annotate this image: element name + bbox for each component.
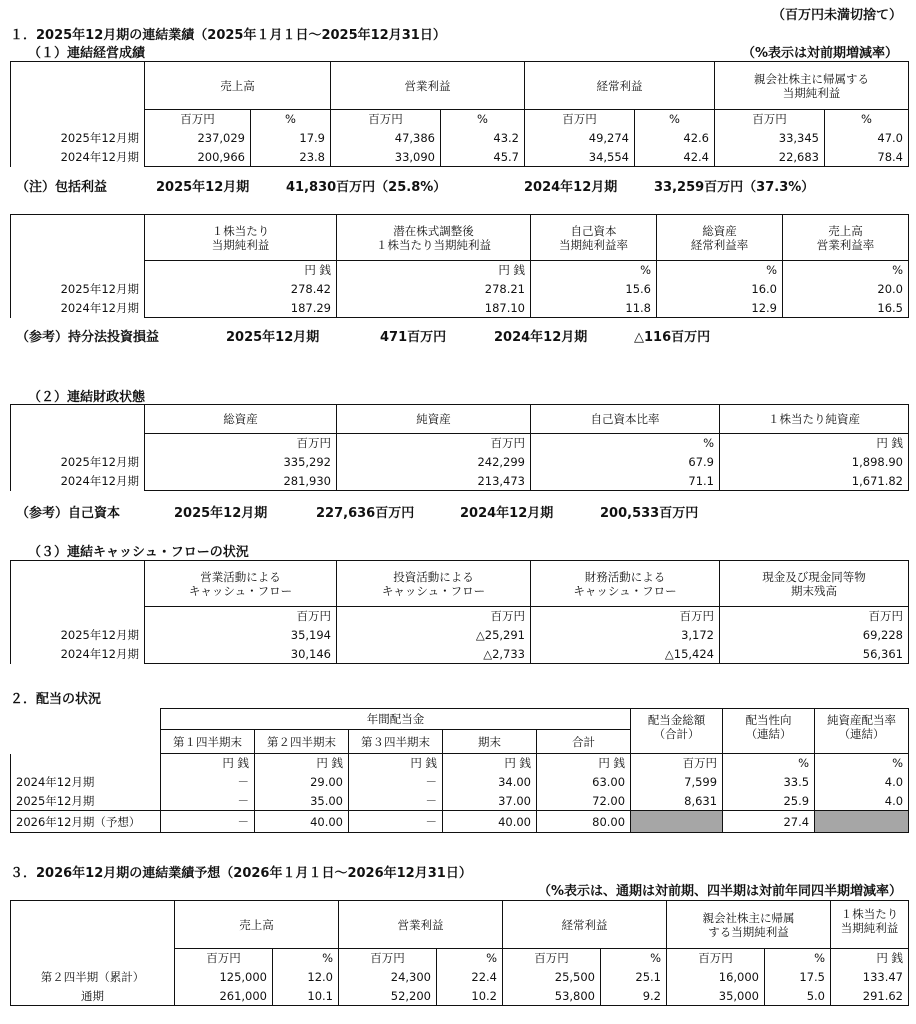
comprehensive-income-note: （注）包括利益 2025年12月期 41,830百万円（25.8%） 2024年12月期 33,259百万円（37.3%）: [16, 180, 815, 195]
unit-cell: %: [815, 754, 909, 773]
header-year-end: 期末: [443, 730, 537, 754]
header-equity-ratio: 自己資本比率: [531, 405, 720, 434]
row-label: 2025年12月期: [11, 792, 161, 811]
unit-cell: 百万円: [145, 434, 337, 453]
unit-cell: 円 銭: [443, 754, 537, 773]
header-investing-cf: 投資活動による キャッシュ・フロー: [337, 561, 531, 607]
per-share-ratio-table: [10, 214, 909, 318]
unit-cell: %: [657, 261, 783, 280]
unit-cell: %: [531, 261, 657, 280]
row-label: 第２四半期（累計）: [11, 968, 175, 987]
table-row: 2024年12月期 200,966 23.8 33,090 45.7 34,554 42.4 22,683 78.4: [11, 148, 909, 167]
equity-method-note: （参考）持分法投資損益 2025年12月期 471百万円 2024年12月期 △116百万円: [16, 330, 711, 345]
row-label: 2025年12月期: [11, 453, 145, 472]
unit-cell: 百万円: [715, 110, 825, 129]
dividend-table: [10, 708, 909, 833]
operating-results-table: [10, 61, 909, 167]
shaded-cell: [631, 811, 723, 833]
unit-cell: 百万円: [531, 607, 720, 626]
header-net-income: 親会社株主に帰属する 当期純利益: [715, 62, 909, 110]
unit-cell: 円 銭: [349, 754, 443, 773]
header-total: 合計: [537, 730, 631, 754]
row-label: 2024年12月期: [11, 645, 145, 664]
unit-cell: 百万円: [337, 434, 531, 453]
unit-cell: 円 銭: [337, 261, 531, 280]
table-row: 2025年12月期 335,292 242,299 67.9 1,898.90: [11, 453, 909, 472]
unit-cell: 百万円: [503, 949, 601, 968]
row-label: 2025年12月期: [11, 280, 145, 299]
unit-cell: 百万円: [331, 110, 441, 129]
sub3-title: （３）連結キャッシュ・フローの状況: [28, 545, 249, 560]
unit-cell: %: [531, 434, 720, 453]
header-total-dividend: 配当金総額 （合計）: [631, 709, 723, 754]
unit-cell: 円 銭: [161, 754, 255, 773]
sub1-note: （%表示は対前期増減率）: [741, 46, 898, 61]
header-roe: 自己資本 当期純利益率: [531, 215, 657, 261]
unit-cell: %: [601, 949, 667, 968]
section2-title: ２．配当の状況: [10, 692, 102, 707]
unit-cell: 百万円: [145, 607, 337, 626]
header-ordinary-income: 経常利益: [503, 901, 667, 949]
header-q1: 第１四半期末: [161, 730, 255, 754]
table-row: 2024年12月期 281,930 213,473 71.1 1,671.82: [11, 472, 909, 491]
unit-cell: 百万円: [525, 110, 635, 129]
unit-cell: 百万円: [631, 754, 723, 773]
table-row: 2025年12月期 237,029 17.9 47,386 43.2 49,274 42.6 33,345 47.0: [11, 129, 909, 148]
unit-cell: %: [441, 110, 525, 129]
header-net-assets: 純資産: [337, 405, 531, 434]
section3-note: （%表示は、通期は対前期、四半期は対前年同四半期増減率）: [537, 884, 902, 899]
header-sales: 売上高: [145, 62, 331, 110]
unit-cell: %: [251, 110, 331, 129]
row-label: 2025年12月期: [11, 626, 145, 645]
row-label: 通期: [11, 987, 175, 1006]
row-label: 2025年12月期: [11, 129, 145, 148]
table-row-forecast: 2026年12月期（予想） － 40.00 － 40.00 80.00 27.4: [11, 811, 909, 833]
unit-cell: 百万円: [339, 949, 437, 968]
unit-cell: %: [723, 754, 815, 773]
header-ordinary-income: 経常利益: [525, 62, 715, 110]
header-sales: 売上高: [175, 901, 339, 949]
header-roa: 総資産 経常利益率: [657, 215, 783, 261]
header-payout-ratio: 配当性向 （連結）: [723, 709, 815, 754]
row-label: 2026年12月期（予想）: [11, 811, 161, 833]
equity-capital-note: （参考）自己資本 2025年12月期 227,636百万円 2024年12月期 200,533百万円: [16, 506, 699, 521]
header-operating-income: 営業利益: [331, 62, 525, 110]
row-label: 2024年12月期: [11, 148, 145, 167]
table-row: 通期 261,000 10.1 52,200 10.2 53,800 9.2 35,000 5.0 291.62: [11, 987, 909, 1006]
unit-cell: 百万円: [145, 110, 251, 129]
unit-cell: 百万円: [175, 949, 273, 968]
top-note: （百万円未満切捨て）: [771, 8, 902, 23]
sub1-title: （１）連結経営成績: [28, 46, 146, 61]
table-row: 2024年12月期 187.29 187.10 11.8 12.9 16.5: [11, 299, 909, 318]
section1-title: １．2025年12月期の連結業績（2025年１月１日～2025年12月31日）: [10, 28, 446, 43]
unit-cell: %: [825, 110, 909, 129]
unit-cell: %: [765, 949, 831, 968]
unit-cell: 百万円: [720, 607, 909, 626]
unit-cell: %: [273, 949, 339, 968]
shaded-cell: [815, 811, 909, 833]
unit-cell: %: [635, 110, 715, 129]
table-row: 2025年12月期 278.42 278.21 15.6 16.0 20.0: [11, 280, 909, 299]
header-diluted-eps: 潜在株式調整後 １株当たり当期純利益: [337, 215, 531, 261]
unit-cell: 円 銭: [537, 754, 631, 773]
unit-cell: %: [783, 261, 909, 280]
unit-cell: 百万円: [667, 949, 765, 968]
financial-position-table: [10, 404, 909, 491]
header-eps: １株当たり 当期純利益: [831, 901, 909, 949]
unit-cell: 百万円: [337, 607, 531, 626]
sub2-title: （２）連結財政状態: [28, 390, 146, 405]
unit-cell: 円 銭: [145, 261, 337, 280]
header-cash-balance: 現金及び現金同等物 期末残高: [720, 561, 909, 607]
header-financing-cf: 財務活動による キャッシュ・フロー: [531, 561, 720, 607]
corner-cell: [11, 62, 145, 110]
unit-cell: 円 銭: [255, 754, 349, 773]
header-operating-income: 営業利益: [339, 901, 503, 949]
row-label: 2024年12月期: [11, 472, 145, 491]
section3-title: ３．2026年12月期の連結業績予想（2026年１月１日～2026年12月31日）: [10, 866, 472, 881]
table-row: 2025年12月期 － 35.00 － 37.00 72.00 8,631 25.9 4.0: [11, 792, 909, 811]
table-row: 2024年12月期 30,146 △2,733 △15,424 56,361: [11, 645, 909, 664]
unit-cell: %: [437, 949, 503, 968]
header-q3: 第３四半期末: [349, 730, 443, 754]
header-doe: 純資産配当率 （連結）: [815, 709, 909, 754]
row-label: 2024年12月期: [11, 773, 161, 792]
header-net-income: 親会社株主に帰属 する当期純利益: [667, 901, 831, 949]
unit-cell: 円 銭: [831, 949, 909, 968]
header-bps: １株当たり純資産: [720, 405, 909, 434]
table-row: 2024年12月期 － 29.00 － 34.00 63.00 7,599 33.5 4.0: [11, 773, 909, 792]
table-row: 2025年12月期 35,194 △25,291 3,172 69,228: [11, 626, 909, 645]
forecast-table: [10, 900, 909, 1006]
header-total-assets: 総資産: [145, 405, 337, 434]
unit-cell: 円 銭: [720, 434, 909, 453]
header-op-margin: 売上高 営業利益率: [783, 215, 909, 261]
header-eps: １株当たり 当期純利益: [145, 215, 337, 261]
cash-flow-table: [10, 560, 909, 664]
header-operating-cf: 営業活動による キャッシュ・フロー: [145, 561, 337, 607]
header-q2: 第２四半期末: [255, 730, 349, 754]
table-row: 第２四半期（累計） 125,000 12.0 24,300 22.4 25,500 25.1 16,000 17.5 133.47: [11, 968, 909, 987]
row-label: 2024年12月期: [11, 299, 145, 318]
header-annual-dividend: 年間配当金: [161, 709, 631, 730]
